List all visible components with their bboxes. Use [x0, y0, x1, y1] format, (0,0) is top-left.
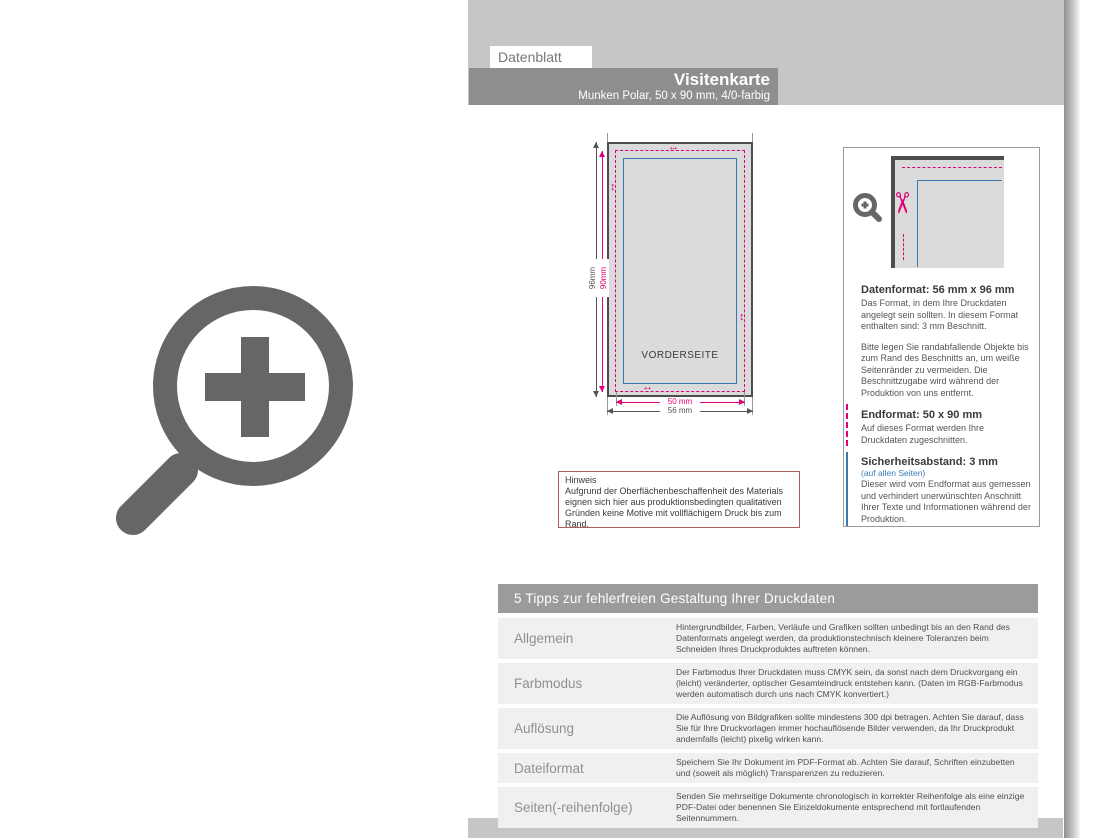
page-title: Visitenkarte — [673, 70, 770, 89]
datenformat-body1: Das Format, in dem Ihre Druckdaten angelegt sein sollten. In diesem Format enthalten sind: 3 mm Beschnitt. — [861, 298, 1019, 331]
sicherheitsabstand-heading: Sicherheitsabstand: 3 mm — [861, 456, 998, 468]
safety-line-preview — [917, 180, 1002, 181]
bleed-arrow-icon: ↕ — [610, 181, 616, 193]
card-side-label: VORDERSEITE — [641, 350, 719, 361]
tip-text: Die Auflösung von Bildgrafiken sollte mindestens 300 dpi betragen. Achten Sie darauf, dass Sie für Ihre Druckvorlagen immer hochauflösende Bilder verwenden, da Ihr Druckprodukt andernfalls (leicht) pixelig wirken kann. — [676, 712, 1024, 744]
endformat-body: Auf dieses Format werden Ihre Druckdaten zugeschnitten. — [861, 423, 985, 445]
tips-table — [498, 618, 1038, 832]
table-row — [498, 663, 1038, 704]
tips-header: 5 Tipps zur fehlerfreien Gestaltung Ihrer Druckdaten — [498, 584, 1038, 613]
trim-line-preview — [903, 234, 904, 260]
tip-text: Senden Sie mehrseitige Dokumente chronologisch in korrekter Reihenfolge als eine einzige PDF-Datei oder benennen Sie Einzeldokumente entsprechend mit fortlaufenden Seitennummern. — [676, 791, 1025, 823]
tab-label: Datenblatt — [498, 49, 562, 65]
tip-label: Allgemein — [514, 631, 574, 646]
bleed-arrow-icon: ↔ — [668, 141, 679, 153]
title-bar — [469, 68, 778, 105]
endformat-heading: Endformat: 50 x 90 mm — [861, 409, 983, 421]
format-info-panel — [843, 147, 1040, 527]
page-subtitle: Munken Polar, 50 x 90 mm, 4/0-farbig — [578, 90, 770, 102]
hinweis-note — [558, 471, 800, 528]
dim-label-50mm: 50 mm — [660, 397, 700, 407]
tip-label: Dateiformat — [514, 760, 584, 776]
datasheet-page — [468, 0, 1081, 838]
sicherheitsabstand-subheading: (auf allen Seiten) — [861, 468, 926, 478]
panel-text — [844, 284, 1039, 525]
table-row — [498, 708, 1038, 749]
hinweis-title: Hinweis — [565, 475, 597, 485]
tip-label: Farbmodus — [514, 676, 583, 691]
table-row — [498, 753, 1038, 783]
datenformat-heading: Datenformat: 56 mm x 96 mm — [861, 284, 1015, 296]
dim-label-90mm: 90mm — [599, 259, 609, 297]
tip-label: Auflösung — [514, 721, 575, 736]
scissors-icon: ✂ — [885, 190, 918, 216]
extension-line — [607, 133, 608, 142]
datenformat-body2: Bitte legen Sie randabfallende Objekte bis zum Rand des Beschnitts an, um weiße Seitenränder zu vermeiden. Die Beschnittzugabe wird während der Produktion von uns entfernt. — [861, 341, 1029, 398]
bleed-arrow-icon: ↔ — [642, 381, 653, 393]
page-edge-shadow — [1064, 0, 1081, 838]
zoom-in-icon[interactable] — [118, 278, 373, 568]
trim-line-preview — [902, 167, 1002, 168]
bleed-arrow-icon: ↕ — [739, 311, 745, 323]
hinweis-body: Aufgrund der Oberflächenbeschaffenheit des Materials eignen sich hier aus produktionsbedingten qualitativen Gründen keine Motive mit vollflächigem Druck bis zum Rand. — [565, 486, 783, 529]
tip-text: Der Farbmodus Ihrer Druckdaten muss CMYK sein, da sonst nach dem Druckvorgang ein (leicht) veränderter, optischer Gesamteindruck entstehen kann. (Daten im RGB-Farbmodus werden automatisch durch uns nach CMYK konvertiert.) — [676, 667, 1023, 699]
tab-datenblatt — [490, 46, 592, 68]
dim-label-96mm: 96mm — [588, 259, 598, 297]
tip-text: Speichern Sie Ihr Dokument im PDF-Format ab. Achten Sie darauf, Schriften einzubetten und (soweit als möglich) Transparenzen zu reduzieren. — [676, 757, 1015, 778]
table-row — [498, 618, 1038, 659]
table-row — [498, 787, 1038, 828]
dim-label-56mm: 56 mm — [660, 406, 700, 416]
plus-icon — [241, 337, 269, 437]
zoom-in-small-icon — [852, 192, 884, 224]
extension-line — [752, 133, 753, 142]
tip-label: Seiten(-reihenfolge) — [514, 800, 633, 815]
sicherheitsabstand-body: Dieser wird vom Endformat aus gemessen und verhindert unerwünschten Anschnitt Ihrer Texte und Informationen während der Produktion. — [861, 479, 1031, 524]
tip-text: Hintergrundbilder, Farben, Verläufe und Grafiken sollten unbedingt bis an den Rand des Datenformats angelegt werden, da produktionstechnisch kleinere Toleranzen beim Schneiden Ihres Druckproduktes auftreten können. — [676, 622, 1010, 654]
